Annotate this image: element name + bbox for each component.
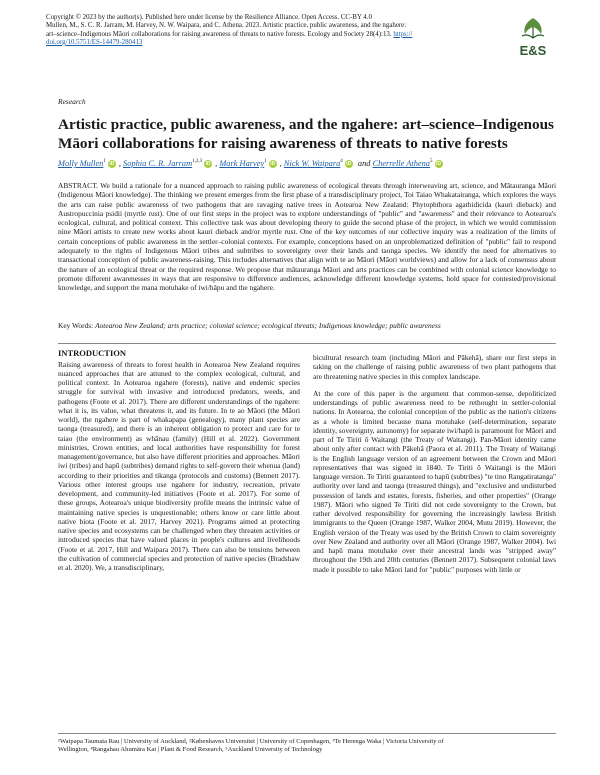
author-name-jarram[interactable]: Sophia C. R. Jarram — [123, 158, 193, 168]
author-item — [284, 159, 373, 168]
doi-link-part1[interactable]: https:// — [393, 30, 413, 38]
footnote-line: ¹Waipapa Taumata Rau | University of Auckland, ²Københavns Universitet | University of Copenhagen, ³Te Herenga Waka | Victoria University of — [58, 738, 444, 745]
doi-link[interactable]: doi.org/10.5751/ES-14479-280413 — [46, 38, 143, 46]
orcid-icon[interactable]: iD — [109, 160, 115, 167]
author-separator: , — [215, 158, 220, 168]
body-paragraph: Raising awareness of threats to forest health in Aotearoa New Zealand requires nuanced approaches that are attuned to the complex ecological, cultural, and political context. In Aotearoa ngahere (forests), native and endemic species struggle for survival with invasive and introduced predators, weeds, and pathogens (Foote et al. 2017). There are different understandings of the ngahere: what it is, its value, what threatens it, and its future. In te ao Māori (the Māori world), the ngahere is part of whakapapa (genealogy), many plant species are taonga (treasured), and there is an inherent obligation to protect and care for te taiao (the environment) as whānau (family) (Hill et al. 2022). Government ministries, Crown entities, and local authorities have responsibility for forest management/governance, but also have different priorities and approaches. Māori iwi (tribes) and hapū (subtribes) demand rights to self-govern their whenua (land) according to their priorities and tikanga (protocols and customs) (Bennett 2017). Various other interest groups use ngahere for industry, recreation, private development, and community-led initiatives (Foote et al. 2017). For some of these groups, Aotearoa's unique biodiversity profile means the intrinsic value of maintaining native species is unquestionable; others know or care little about native biota (Foote et al. 2017, Harvey 2021). Programs aimed at protecting native species and ecosystems can be challenged when they threaten activities or introduced species that have valued places in people's cultures and livelihoods (Foote et al. 2017, Hill and Waipara 2017). There can also be tensions between the cultivation of commercial species and protection of native species (Bradshaw et al. 2020). We, a transdisciplinary, — [58, 359, 300, 572]
section-heading: INTRODUCTION — [58, 348, 127, 358]
citation-line-3 — [46, 39, 502, 47]
author-list — [58, 157, 558, 169]
author-separator: , — [118, 158, 124, 168]
orcid-icon[interactable]: iD — [205, 160, 211, 167]
section-divider — [58, 343, 556, 344]
orcid-icon[interactable]: iD — [436, 160, 441, 167]
article-title: Artistic practice, public awareness, and the ngahere: art–science–Indigenous Māori collaborations for raising awareness of threats to native forests — [58, 116, 554, 152]
abstract — [58, 181, 556, 293]
author-item — [373, 159, 446, 168]
orcid-icon[interactable]: iD — [270, 160, 276, 167]
footnote-divider — [58, 733, 556, 734]
author-item — [219, 159, 284, 168]
affiliation-marker: 5 — [430, 159, 433, 164]
author-name-harvey[interactable]: Mark Harvey — [219, 158, 265, 168]
orcid-icon[interactable]: iD — [346, 160, 352, 167]
author-separator: , — [279, 158, 284, 168]
affiliation-marker: 1,2,3 — [192, 159, 203, 164]
copyright-notice — [46, 14, 502, 47]
citation-line-2 — [46, 31, 502, 39]
citation-text: art–science–Indigenous Māori collaborations for raising awareness of threats to native forests. Ecology and Society 28(4):13. — [46, 30, 392, 38]
journal-logo-text: E&S — [519, 43, 547, 58]
author-separator: and — [355, 158, 373, 168]
author-item — [58, 159, 123, 168]
citation-line-1: Mullen, M., S. C. R. Jarram, M. Harvey, N. W. Waipara, and C. Athena. 2023. Artistic practice, public awareness, and the ngahere: — [46, 22, 407, 30]
author-name-athena[interactable]: Cherrelle Athena — [372, 158, 430, 168]
author-name-waipara[interactable]: Nick W. Waipara — [283, 158, 341, 168]
body-column-left — [58, 349, 300, 572]
article-type: Research — [58, 97, 86, 106]
body-paragraph: bicultural research team (including Māori and Pākehā), share our first steps in taking on the challenge of raising public awareness of two plant pathogens that are threatening native species in this complex landscape. — [313, 353, 556, 381]
affiliation-marker: 1 — [264, 159, 267, 164]
keywords-values: Aotearoa New Zealand; arts practice; colonial science; ecological threats; Indigenous knowledge; public awareness — [95, 321, 441, 330]
keywords — [58, 321, 556, 330]
affiliation-marker: 4 — [340, 159, 343, 164]
abstract-text: We build a rationale for a nuanced approach to raising public awareness of ecological threats through interweaving art, science, and Mātauranga Māori (Indigenous Māori knowledge). The thinking we present emerges from the first phase of a transdisciplinary project, Toi Taiao Whakatairanga, which explores the ways the arts can raise public awareness of two pathogens that are ravaging native trees in Aotearoa New Zealand: Phytophthora agathidicida (kauri dieback) and Austropuccinia psidii (myrtle rust). One of our first steps in the project was to explore understandings of "public" and "awareness" and their relevance to Aotearoa's ecological, cultural, and political context. This collective task was about developing theory to guide the second phase of the project, in which we would commission nine Māori artists to create new works about kauri dieback and/or myrtle rust. One of the key outcomes of our collective inquiry was a realization of the limits of certain conceptions of public awareness in the settler–colonial contexts. For example, conceptions based on an unproblematized definition of "public" fail to respond adequately to the rights of Indigenous Māori tribes and subtribes to sovereignty over their lands and taonga species. We identify the need for alternatives to transactional conception of public awareness-raising. This includes alternatives that align with te ao Māori (Māori worldviews) and allow for a lack of consensus about the nature of an ecological threat or the required response. We propose that mātauranga Māori and arts practices can be combined with colonial science knowledge to promote different awarenesses in ways that are responsive to difference audiences, acknowledge different knowledge systems, hold space for contested/provisional knowledge, and support the mana motuhake of iwi/hāpu and the ngahere. — [58, 181, 557, 293]
affiliation-marker: 1 — [103, 159, 106, 164]
affiliations-footnote — [58, 738, 556, 754]
footnote-line: Wellington, ⁴Rangahau Ahumāra Kai | Plant & Food Research, ⁵Auckland University of Technology — [58, 746, 323, 753]
body-paragraph: At the core of this paper is the argument that common-sense, depoliticized understandings of public awareness need to be rethought in settler-colonial nations. In Aotearoa, the colonial conception of the public as the nation's citizens as a whole is limited because mana motuhake (self-determination, separate identity, sovereignty, autonomy) for separate iwi/hapū is paramount for Māori and part of Te Tiriti ō Waitangi (the Treaty of Waitangi). Pan-Māori identity came about only after contact with Pākehā (Paora et al. 2011). The Treaty of Waitangi is the English language version of an agreement between the Crown and Māori representatives that was signed in 1840. Te Tiriti ō Waitangi is the Māori language version. Te Tiriti guaranteed to hapū (subtribes) "te tino Rangatiratanga" authority over land and taonga (treasured things), and "exclusive and undisturbed possession of lands and estates, forests, fisheries, and other properties" (Orange 1987). Māori who signed Te Tiriti did not cede sovereignty to the Crown, but rather devolved responsibility for governing the increasingly lawless British immigrants to the Queen (Orange 1987, Walker 2004, Mutu 2019). However, the English version of the Treaty was used by the British Crown to claim sovereignty over New Zealand and authority over all Māori (Orange 1987, Walker 2004). Iwi and hapū mana motuhake over their ancestral lands was "stripped away" throughout the 19th and 20th centuries (Bennett 2017). Subsequent colonial laws made it possible to take Māori land for "public" purposes with little or — [313, 388, 556, 574]
body-column-right — [313, 353, 556, 574]
author-name-mullen[interactable]: Molly Mullen — [58, 158, 104, 168]
abstract-label: ABSTRACT. — [58, 181, 98, 190]
author-item — [123, 159, 219, 168]
copyright-line: Copyright © 2023 by the author(s). Published here under license by the Resilience Alliance. Open Access. CC-BY 4.0 — [46, 14, 372, 21]
keywords-label: Key Words: — [58, 321, 94, 330]
